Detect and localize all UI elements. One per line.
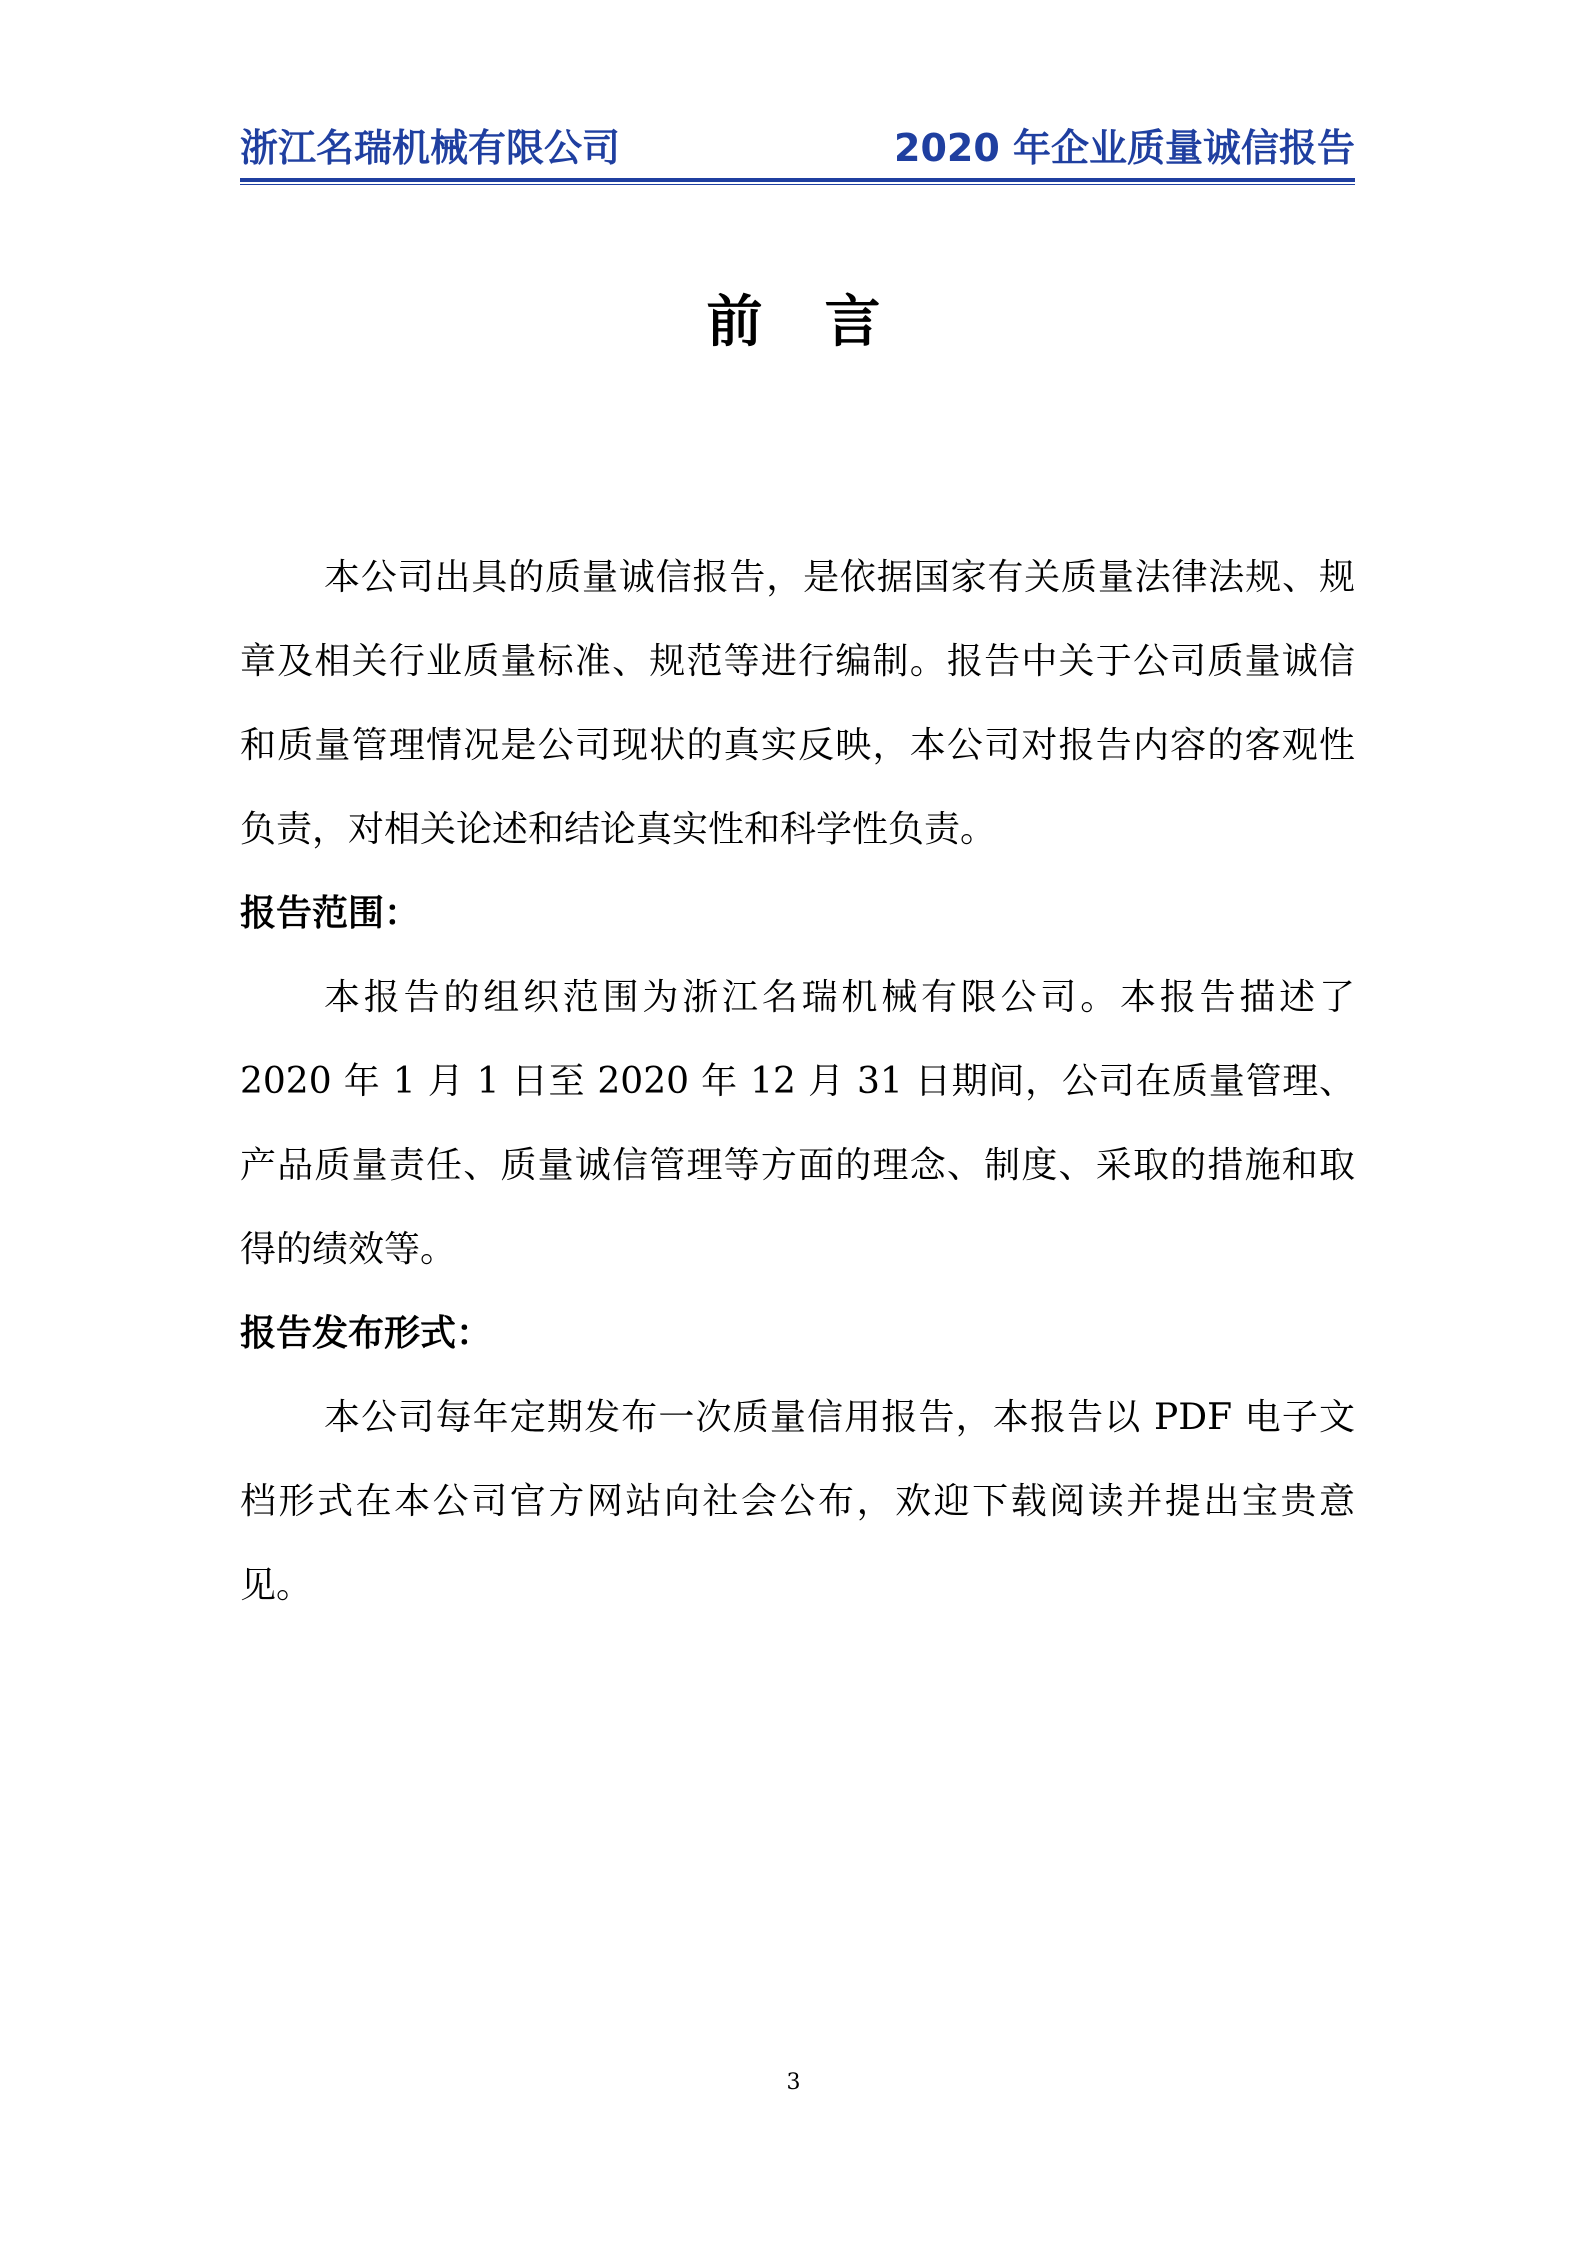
header-report-title: 2020 年企业质量诚信报告 (894, 126, 1355, 170)
header-rule-thin (240, 184, 1355, 185)
body-content (240, 536, 1355, 1628)
page-header (240, 118, 1355, 178)
scope-heading: 报告范围： (240, 893, 421, 934)
page-number: 3 (786, 2070, 801, 2095)
header-rule-thick (240, 178, 1355, 182)
intro-paragraph: 本公司出具的质量诚信报告，是依据国家有关质量法律法规、规章及相关行业质量标准、规范等进行编制。报告中关于公司质量诚信和质量管理情况是公司现状的真实反映，本公司对报告内容的客观性负责，对相关论述和结论真实性和科学性负责。 (240, 557, 1355, 850)
header-company-name: 浙江名瑞机械有限公司 (240, 126, 621, 170)
page-title: 前言 (706, 289, 943, 355)
scope-paragraph: 本报告的组织范围为浙江名瑞机械有限公司。本报告描述了 2020 年 1 月 1 日至 2020 年 12 月 31 日期间，公司在质量管理、产品质量责任、质量诚信管理等方面的理念、制度、采取的措施和取得的绩效等。 (240, 977, 1355, 1270)
release-heading: 报告发布形式： (240, 1313, 493, 1354)
release-paragraph: 本公司每年定期发布一次质量信用报告，本报告以 PDF 电子文档形式在本公司官方网站向社会公布，欢迎下载阅读并提出宝贵意见。 (240, 1397, 1355, 1606)
